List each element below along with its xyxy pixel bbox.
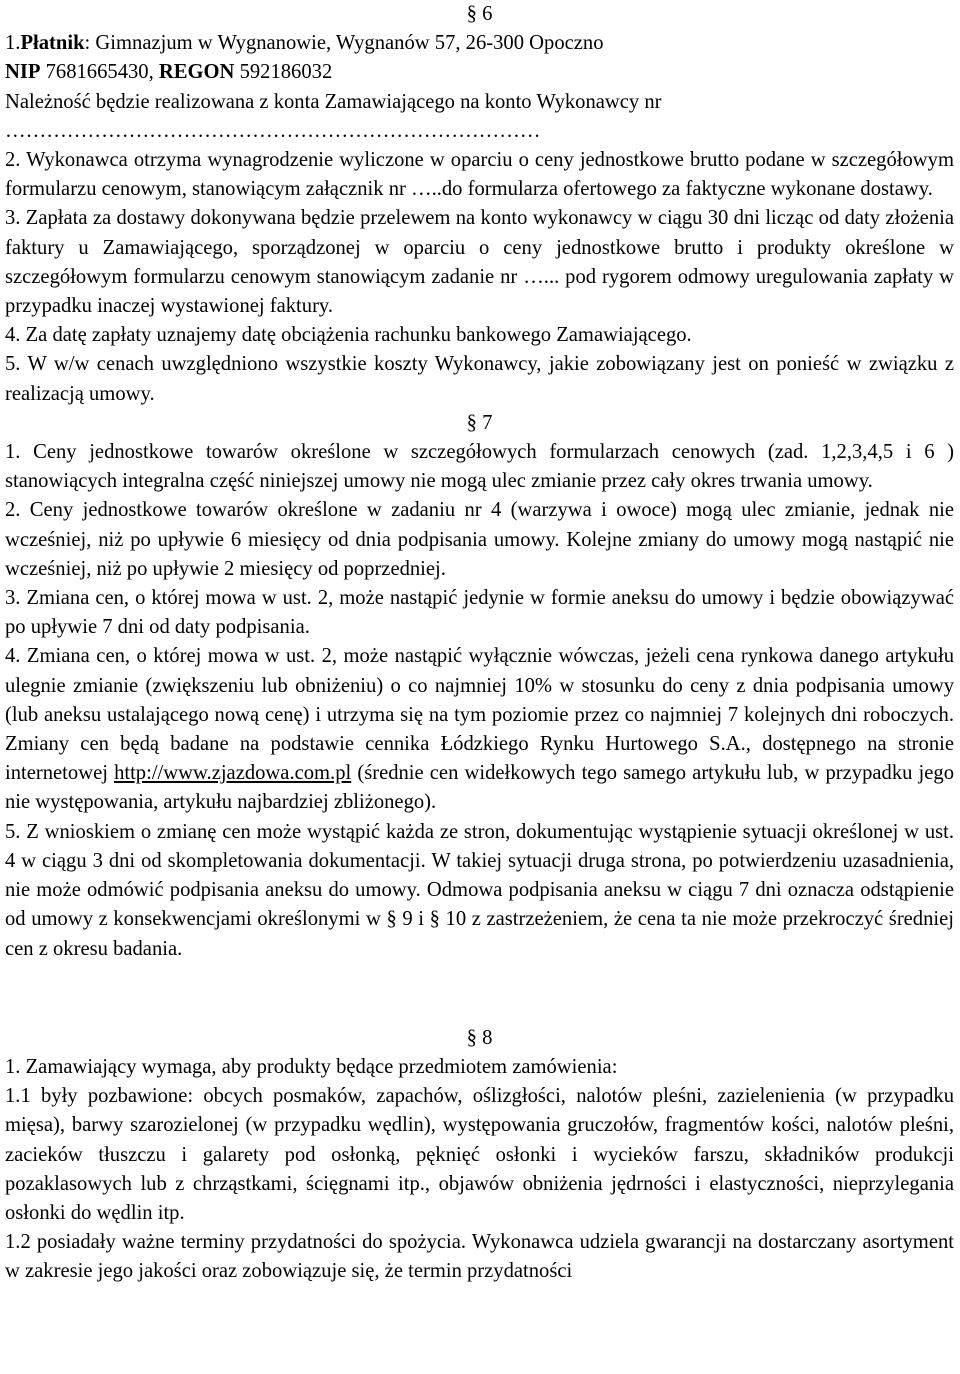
regon-label: REGON (158, 61, 235, 84)
section-spacer (5, 964, 954, 1024)
s6-paragraph-3: 3. Zapłata za dostawy dokonywana będzie przelewem na konto wykonawcy w ciągu 30 dni licząc od daty złożenia faktury u Zamawiającego, sporządzonej w oparciu o ceny jednostkowe brutto i produkty określone w szczegółowym formularzu cenowym stanowiącym zadanie nr …... pod rygorem odmowy uregulowania zapłaty w przypadku inaczej wystawionej faktury. (5, 207, 954, 318)
s7-paragraph-2: 2. Ceny jednostkowe towarów określone w zadaniu nr 4 (warzywa i owoce) mogą ulec zmianie, jednak nie wcześniej, niż po upływie 6 miesięcy od dnia podpisania umowy. Kolejne zmiany do umowy mogą nastąpić nie wcześniej, niż po upływie 2 miesięcy od poprzedniej. (5, 499, 954, 580)
nip-value: 7681665430, (40, 61, 159, 84)
zjazdowa-link[interactable]: http://www.zjazdowa.com.pl (114, 762, 352, 785)
section-7-heading: § 7 (466, 411, 493, 434)
s6-paragraph-4: 4. Za datę zapłaty uznajemy datę obciążenia rachunku bankowego Zamawiającego. (5, 324, 692, 347)
s7-paragraph-1: 1. Ceny jednostkowe towarów określone w szczegółowych formularzach cenowych (zad. 1,2,3,4,5 i 6 ) stanowiących integralna część niniejszej umowy nie mogą ulec zmianie przez cały okres trwania umowy. (5, 441, 954, 493)
section-6-heading: § 6 (466, 3, 493, 25)
regon-value: 592186032 (234, 61, 333, 84)
s6-paragraph-5: 5. W w/w cenach uwzględniono wszystkie koszty Wykonawcy, jakie zobowiązany jest on ponieść w związku z realizacją umowy. (5, 353, 954, 405)
s7-p4-text-after: (średnie cen widełkowych tego samego artykułu lub, w przypadku jego nie występowania, artykułu najbardziej zbliżonego). (5, 762, 955, 814)
nip-label: NIP (5, 61, 41, 84)
s6-paragraph-1 (5, 29, 954, 146)
s6-paragraph-2: 2. Wykonawca otrzyma wynagrodzenie wyliczone w oparciu o ceny jednostkowe brutto podane w szczegółowym formularzu cenowym, stanowiącym załącznik nr …..do formularza ofertowego za faktyczne wykonane dostawy. (5, 149, 954, 201)
s8-paragraph-1-2: 1.2 posiadały ważne terminy przydatności do spożycia. Wykonawca udziela gwarancji na dostarczany asortyment w zakresie jego jakości oraz zobowiązuje się, że termin przydatności (5, 1231, 954, 1283)
platnik-label: Płatnik (20, 32, 85, 55)
s7-paragraph-3: 3. Zmiana cen, o której mowa w ust. 2, może nastąpić jedynie w formie aneksu do umowy i będzie obowiązywać po upływie 7 dni od daty podpisania. (5, 587, 954, 639)
s7-paragraph-5: 5. Z wnioskiem o zmianę cen może wystąpić każda ze stron, dokumentując wystąpienie sytuacji określonej w ust. 4 w ciągu 3 dni od skompletowania dokumentacji. W takiej sytuacji druga strona, po potwierdzeniu uzasadnienia, nie może odmówić podpisania aneksu do umowy. Odmowa podpisania aneksu w ciągu 7 dni oznacza odstąpienie od umowy z konsekwencjami określonymi w § 9 i § 10 z zastrzeżeniem, że cena ta nie może przekroczyć średniej cen z okresu badania. (5, 820, 954, 960)
s7-paragraph-4 (5, 642, 954, 817)
s7-p4-text: 4. Zmiana cen, o której mowa w ust. 2, może nastąpić wyłącznie wówczas, jeżeli cena rynkowa danego artykułu ulegnie zmianie (zwiększeniu lub obniżeniu) o co najmniej 10% w stosunku do ceny z dnia podpisania umowy (lub aneksu ustalającego nową cenę) i utrzyma się na tym poziomie przez co najmniej 7 kolejnych dni roboczych. Zmiany cen będą badane na podstawie cennika Łódzkiego Rynku Hurtowego S.A., dostępnego na stronie internetowej (5, 645, 954, 785)
section-8-heading: § 8 (466, 1026, 493, 1049)
s8-paragraph-1: 1. Zamawiający wymaga, aby produkty będące przedmiotem zamówienia: (5, 1055, 618, 1078)
s8-paragraph-1-1: 1.1 były pozbawione: obcych posmaków, zapachów, oślizgłości, nalotów pleśni, zazielenienia (w przypadku mięsa), barwy szarozielonej (w przypadku wędlin), występowania gruczołów, fragmentów kości, nalotów pleśni, zacieków tłuszczu i galarety pod osłonką, pęknięć osłonki i wycieków farszu, składników produkcji pozaklasowych lub z chrząstkami, ścięgnami itp., objawów obniżenia jędrności i elastyczności, nieprzylegania osłonki do wędlin itp. (5, 1085, 954, 1224)
s6-p1-number: 1. (5, 32, 21, 55)
account-text: Należność będzie realizowana z konta Zamawiającego na konto Wykonawcy nr (5, 90, 662, 113)
platnik-value: : Gimnazjum w Wygnanowie, Wygnanów 57, 26-300 Opoczno (84, 32, 604, 55)
account-dots: …………………………………………………………………… (5, 119, 541, 142)
